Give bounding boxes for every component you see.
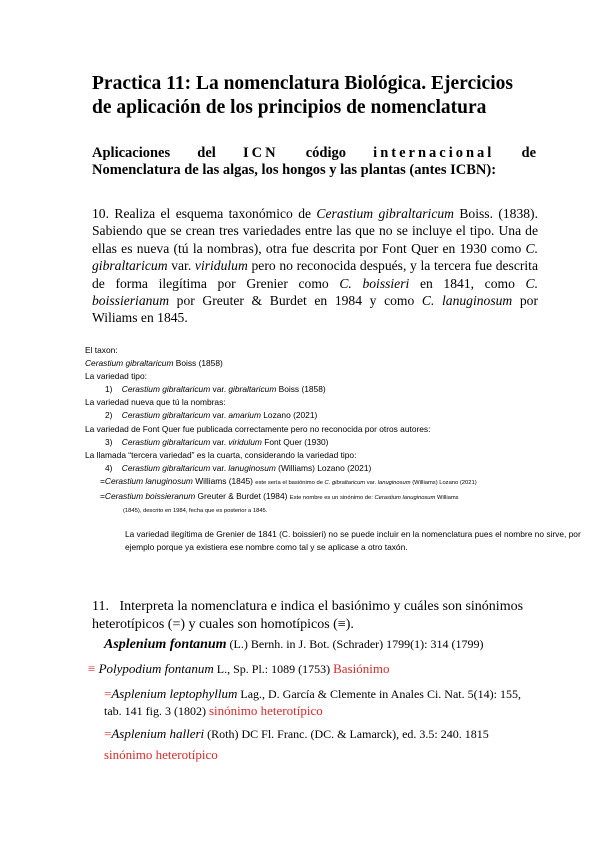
taxon-name: C. boissieri (339, 275, 410, 291)
title-line-1: Practica 11: La nomenclatura Biológica. Ejercicios (92, 73, 513, 94)
taxon-name: Cerastium gibraltaricum (316, 206, 454, 221)
taxon-name: lanuginosum (377, 479, 411, 486)
subtitle-word: Aplicaciones (92, 145, 171, 161)
answer-line: La variedad de Font Quer fue publicada correctamente pero no reconocida por otros autores: (85, 423, 431, 434)
taxon-name: viridulum (194, 258, 248, 274)
item-number: 1) (105, 384, 113, 395)
subtitle-line-2: Nomenclatura de las algas, los hongos y las plantas (antes ICBN): (92, 162, 497, 178)
note-text: Este nombre es un sinónimo de: (289, 495, 375, 502)
taxon-name: amarium (228, 410, 261, 421)
answer-item-3 (85, 436, 585, 449)
item-number: 4) (105, 462, 113, 473)
author: Font Quer (1930) (261, 436, 329, 447)
taxon-name: Cerastium lanuginosum (374, 495, 436, 502)
item-number: 2) (105, 410, 113, 421)
taxon-name: Cerastium boissieranum (104, 491, 196, 502)
answer-line: La llamada “tercera variedad” es la cuarta, considerando la variedad tipo: (85, 449, 357, 460)
answer-line (85, 357, 585, 370)
answer-line: El taxon: (85, 345, 118, 355)
nomen-synonym-1-cont (104, 703, 323, 719)
taxon-name: Polypodium fontanum (98, 661, 214, 676)
section-subtitle (92, 145, 536, 179)
rank: var. (210, 436, 229, 447)
taxon-name: C. gibraltaricum (92, 240, 538, 274)
citation: Lag., D. García & Clemente in Anales Ci. Nat. 5(14): 155, (237, 687, 521, 701)
taxon-name: Asplenium halleri (111, 726, 205, 741)
author: Lozano (2021) (260, 410, 318, 421)
answer-line: La variedad nueva que tú la nombras: (85, 397, 226, 408)
title-line-2: de aplicación de los principios de nomenclatura (92, 97, 487, 118)
rank: var. (365, 479, 378, 486)
taxon-name: Cerastium gibraltaricum (121, 384, 211, 395)
subtitle-word: del (197, 145, 216, 161)
exercise-text: por Wiliams en 1845. (92, 293, 538, 326)
exercise-text: en 1841, como (409, 275, 526, 291)
taxon-name: Cerastium gibraltaricum (121, 436, 211, 447)
subtitle-word: internacional (373, 145, 495, 161)
subtitle-word: de (521, 145, 536, 161)
author: Boiss (1858) (276, 384, 326, 395)
exercise-text: pero no reconocida después, y la tercera fue descrita de forma ilegítima por Grenier como (92, 258, 538, 291)
item-number: 3) (105, 436, 113, 447)
page-title (92, 72, 562, 120)
synonym-line (85, 475, 585, 490)
citation: (Roth) DC Fl. Franc. (DC. & Lamarck), ed. 3.5: 240. 1815 (204, 727, 489, 741)
answer-item-4 (85, 462, 585, 475)
note-paragraph: La variedad ilegítima de Grenier de 1841 (C. boissieri) no se puede incluir en la nomenclatura pues el nombre no sirve, por ejemplo porque ya existiera ese nombre como tal y se aplicase a otro taxón. (125, 529, 581, 553)
citation: tab. 141 fig. 3 (1802) (104, 704, 209, 718)
citation: L., Sp. Pl.: 1089 (1753) (213, 662, 334, 676)
synonym-sign: = (100, 475, 105, 486)
taxon-name: Cerastium gibraltaricum (85, 358, 174, 369)
synonym-label: sinónimo heterotípico (104, 747, 218, 762)
heterotypic-sign: = (104, 686, 112, 701)
rank: var. (210, 384, 229, 395)
taxon-name: Asplenium fontanum (104, 637, 227, 652)
author: (Williams) Lozano (2021) (410, 479, 477, 486)
exercise-10 (92, 205, 538, 327)
answer-item-1 (85, 383, 585, 396)
synonym-sign: = (100, 491, 105, 502)
exercise-text: Realiza el esquema taxonómico de (114, 206, 317, 221)
synonym-label: sinónimo heterotípico (208, 703, 323, 718)
author: (Williams) Lozano (2021) (275, 462, 372, 473)
note-continuation: (1845), descrito en 1984, fecha que es posterior a 1845. (123, 508, 268, 515)
exercise-text: Boiss. (1838). Sabiendo que se crean tres variedades entre las que no se incluye el tipo. Una de ellas es nueva (tú la nombras), otra fue descrita por Font Quer en 1930 como (92, 206, 538, 256)
taxon-name: viridulum (228, 436, 262, 447)
taxon-name: lanuginosum (228, 462, 276, 473)
rank: var. (210, 462, 229, 473)
taxon-name: Cerastium gibraltaricum (121, 410, 211, 421)
answer-item-2 (85, 409, 585, 422)
subtitle-word: código (305, 145, 347, 161)
synonym-line (85, 490, 585, 505)
taxon-name: Cerastium gibraltaricum (121, 462, 211, 473)
taxon-name: C. lanuginosum (421, 293, 513, 309)
heterotypic-sign: = (104, 726, 112, 741)
rank: var. (210, 410, 229, 421)
author: Greuter & Burdet (1984) (195, 491, 290, 502)
answer-10 (85, 344, 585, 554)
basionym-label: Basiónimo (333, 661, 390, 676)
subtitle-line-1 (92, 145, 536, 162)
nomen-accepted (104, 636, 484, 653)
exercise-text: Interpreta la nomenclatura e indica el basiónimo y cuáles son sinónimos heterotípicos (=) y cuales son homotípicos (≡). (92, 599, 524, 632)
answer-line: La variedad tipo: (85, 371, 147, 382)
exercise-number: 11. (92, 599, 109, 614)
exercise-text: var. (167, 258, 195, 274)
taxon-name: C. gibraltaricum (324, 479, 366, 486)
note-text: este sería el basiónimo de (255, 479, 325, 486)
nomen-basionym (88, 661, 389, 677)
citation: (L.) Bernh. in J. Bot. (Schrader) 1799(1): 314 (1799) (226, 637, 484, 651)
taxon-name: Asplenium leptophyllum (111, 686, 238, 701)
nomen-synonym-1 (104, 686, 521, 702)
subtitle-word: ICN (242, 145, 279, 161)
exercise-text: por Greuter & Burdet en 1984 y como (169, 293, 422, 309)
author: Boiss (1858) (173, 358, 223, 369)
taxon-name: gibraltaricum (228, 384, 277, 395)
author: Williams (1845) (192, 475, 256, 486)
homotypic-sign: ≡ (88, 661, 99, 676)
exercise-11 (92, 598, 562, 633)
taxon-name: Cerastium lanuginosum (104, 475, 193, 486)
exercise-number: 10. (92, 206, 109, 221)
author: Williams (435, 495, 459, 502)
taxon-name: C. boissierianum (92, 275, 538, 309)
nomen-synonym-2 (104, 726, 489, 742)
